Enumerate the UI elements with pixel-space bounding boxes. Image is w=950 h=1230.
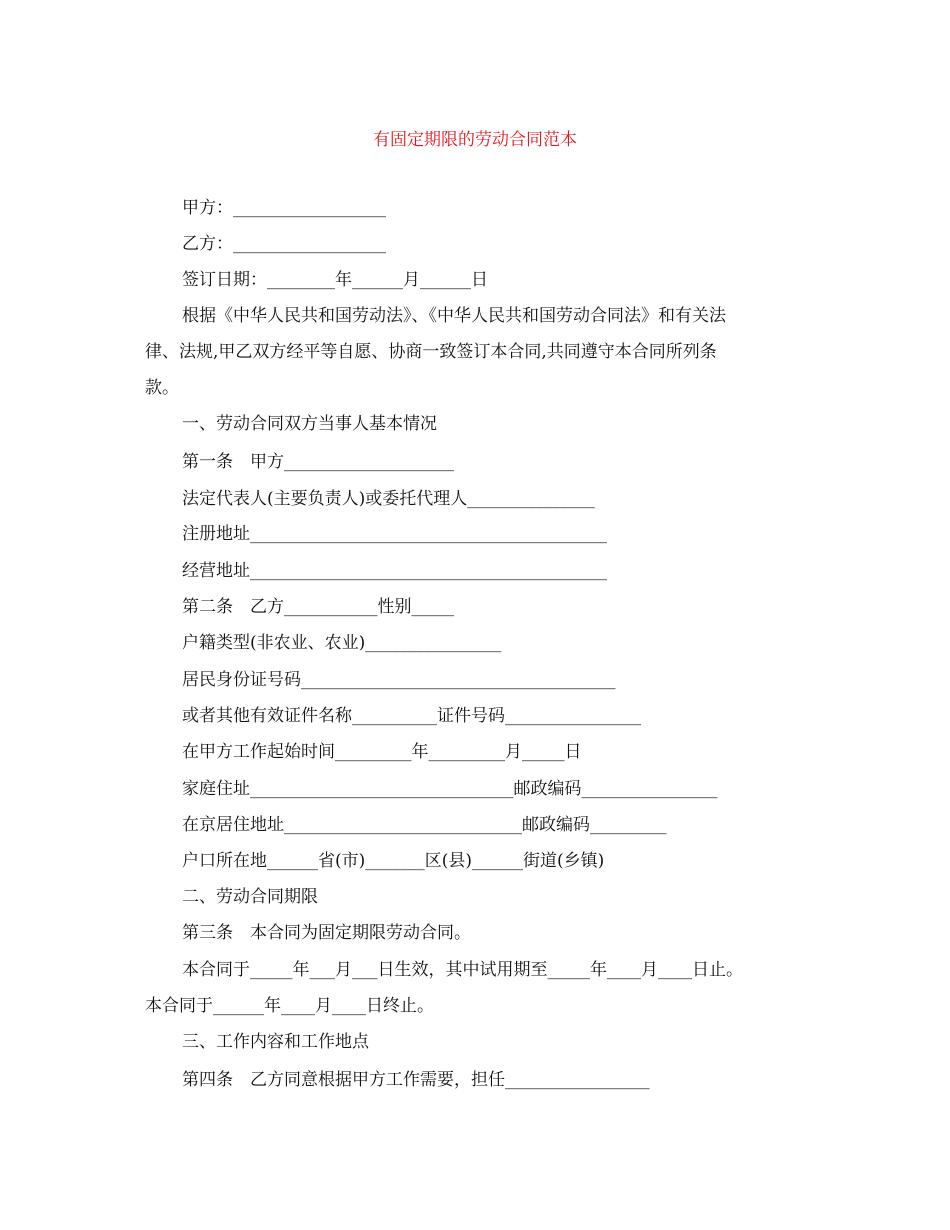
other-id-line: 或者其他有效证件名称__________证件号码________________ — [182, 706, 641, 726]
household-type-line: 户籍类型(非农业、农业)________________ — [182, 633, 502, 653]
preamble-line-3: 款。 — [145, 378, 179, 398]
article-2-line: 第二条 乙方___________性别_____ — [182, 597, 454, 617]
signing-date-line: 签订日期：________年______月______日 — [182, 270, 488, 290]
preamble-line-2: 律、法规,甲乙双方经平等自愿、协商一致签订本合同,共同遵守本合同所列条 — [145, 342, 717, 362]
contract-effective-line: 本合同于_____年___月___日生效，其中试用期至_____年____月____日止。 — [182, 960, 743, 980]
start-date-line: 在甲方工作起始时间_________年_________月_____日 — [182, 742, 582, 762]
business-address-line: 经营地址__________________________________________ — [182, 561, 607, 581]
article-3-line: 第三条 本合同为固定期限劳动合同。 — [182, 923, 471, 943]
article-4-line: 第四条 乙方同意根据甲方工作需要，担任_________________ — [182, 1070, 650, 1090]
contract-termination-line: 本合同于______年____月____日终止。 — [145, 996, 434, 1016]
article-1-line: 第一条 甲方____________________ — [182, 452, 454, 472]
home-address-line: 家庭住址_______________________________邮政编码________________ — [182, 779, 718, 799]
legal-representative-line: 法定代表人(主要负责人)或委托代理人_______________ — [182, 489, 595, 509]
beijing-address-line: 在京居住地址____________________________邮政编码_________ — [182, 815, 667, 835]
preamble-line-1: 根据《中华人民共和国劳动法》、《中华人民共和国劳动合同法》和有关法 — [182, 306, 726, 326]
section-2-heading: 二、劳动合同期限 — [182, 887, 318, 907]
section-1-heading: 一、劳动合同双方当事人基本情况 — [182, 414, 437, 434]
page-title: 有固定期限的劳动合同范本 — [373, 130, 577, 150]
party-b-line: 乙方：__________________ — [182, 234, 386, 254]
party-a-line: 甲方：__________________ — [182, 198, 386, 218]
hukou-location-line: 户口所在地______省(市)_______区(县)______街道(乡镇) — [182, 851, 605, 871]
id-number-line: 居民身份证号码_____________________________________ — [182, 670, 616, 690]
registered-address-line: 注册地址__________________________________________ — [182, 524, 607, 544]
section-3-heading: 三、工作内容和工作地点 — [182, 1032, 369, 1052]
